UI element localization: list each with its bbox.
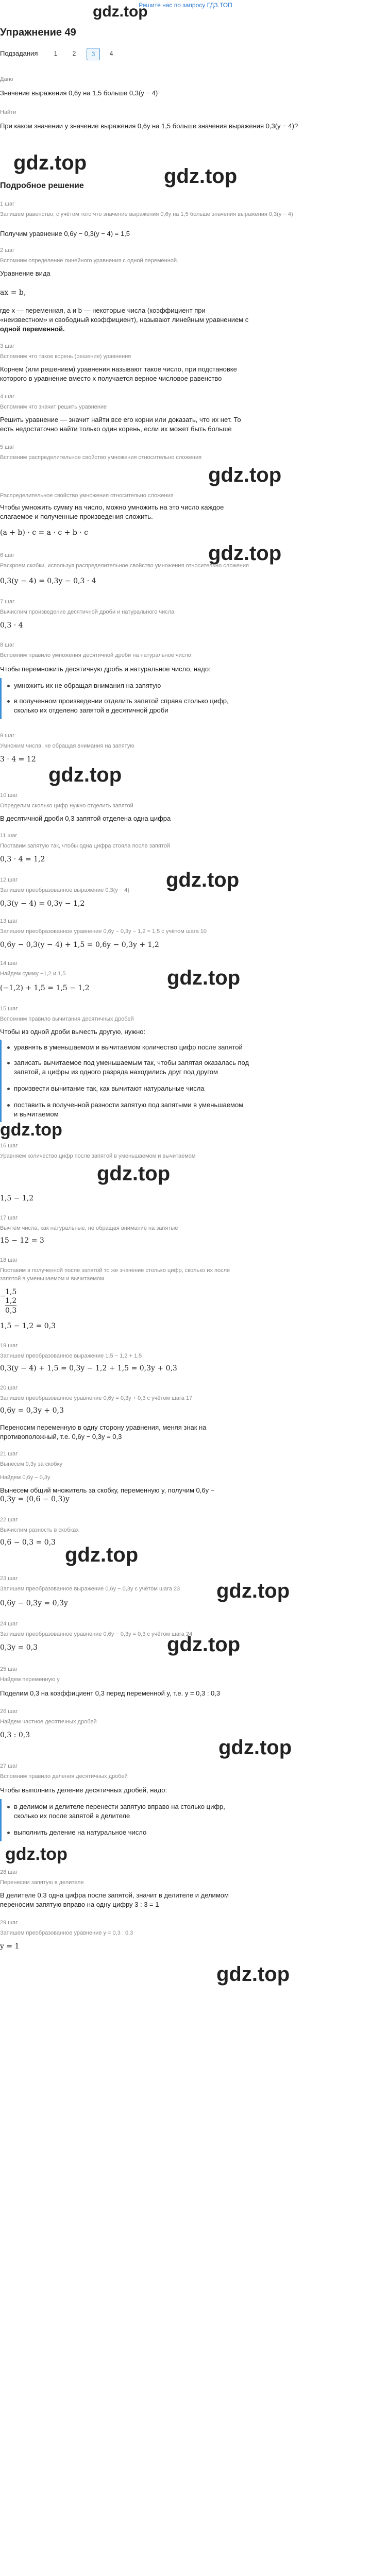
watermark: gdz.top xyxy=(93,3,148,20)
formula: 3 · 4 = 12 xyxy=(0,755,36,764)
step-label: 6 шаг xyxy=(0,552,15,558)
step-label: 8 шаг xyxy=(0,642,15,648)
step-text: Чтобы умножить сумму на число, можно умножить на это число каждое xyxy=(0,503,224,511)
minus-sign: − xyxy=(0,1292,6,1300)
page-tab-4[interactable]: 4 xyxy=(109,50,113,57)
step-note: Найдем частное десятичных дробей xyxy=(0,1719,97,1725)
step-label: 15 шаг xyxy=(0,1006,18,1012)
step-label: 18 шаг xyxy=(0,1257,18,1263)
formula: 0,6y − 0,3(y − 4) + 1,5 = 0,6y − 0,3y + 1,2 xyxy=(0,941,159,949)
step-label: 28 шаг xyxy=(0,1869,18,1875)
step-label: 17 шаг xyxy=(0,1215,18,1221)
step-text: одной переменной. xyxy=(0,325,65,333)
step-note: Вспомним что такое корень (решение) уравнения xyxy=(0,353,131,360)
watermark: gdz.top xyxy=(166,869,240,891)
step-label: 3 шаг xyxy=(0,343,15,349)
step-text: В десятичной дроби 0,3 запятой отделена одна цифра xyxy=(0,815,171,822)
step-note: Запишем преобразованное уравнение y = 0,3 : 0,3 xyxy=(0,1930,133,1936)
step-note: Уравняем количество цифр после запятой в уменьшаемом и вычитаемом xyxy=(0,1153,196,1159)
step-text: которого в уравнение вместо x получается верное числовое равенство xyxy=(0,375,222,382)
step-note: Запишем преобразованное выражение 0,3(y − 4) xyxy=(0,887,130,893)
step-note: Вспомним правило умножения десятичной дроби на натуральное число xyxy=(0,652,191,658)
list-item: в полученном произведении отделить запятой справа столько цифр, xyxy=(7,697,229,705)
step-label: 13 шаг xyxy=(0,918,18,924)
list-item: произвести вычитание так, как вычитают натуральные числа xyxy=(7,1084,205,1093)
step-note: Вспомним правило вычитания десятичных дробей xyxy=(0,1016,134,1022)
step-text: Решить уравнение — значит найти все его корни или доказать, что их нет. То xyxy=(0,416,241,423)
step-text: Чтобы из одной дроби вычесть другую, нужно: xyxy=(0,1028,146,1036)
step-text: переносим запятую вправо на одну цифру 3 : 3 = 1 xyxy=(0,1901,159,1908)
step-label: 1 шаг xyxy=(0,201,15,207)
step-note: Вынесем 0,3y за скобку xyxy=(0,1461,63,1467)
watermark: gdz.top xyxy=(97,1162,171,1185)
step-label: 23 шаг xyxy=(0,1575,18,1582)
watermark: gdz.top xyxy=(167,967,241,989)
step-label: 9 шаг xyxy=(0,733,15,739)
step-label: 7 шаг xyxy=(0,599,15,605)
watermark: gdz.top xyxy=(5,1844,68,1864)
find-text: При каком значении y значение выражения 0,6y на 1,5 больше значения выражения 0,3(y − 4)? xyxy=(0,122,298,130)
pagination-label: Подзадания xyxy=(0,49,38,57)
formula: ax = b, xyxy=(0,289,26,297)
given-label: Дано xyxy=(0,76,13,82)
formula: y = 1 xyxy=(0,1942,20,1951)
step-note: Вспомним правило деления десятичных дробей xyxy=(0,1773,128,1780)
formula: 1,5 − 1,2 xyxy=(0,1194,34,1202)
step-note: Запишем преобразованное выражение 1,5 − 1,2 + 1,5 xyxy=(0,1353,142,1359)
step-note: Запишем преобразованное уравнение 0,6y − 0,3y − 1,2 = 1,5 с учётом шага 10 xyxy=(0,928,207,935)
list-accent-bar xyxy=(0,678,2,719)
step-label: 29 шаг xyxy=(0,1920,18,1926)
step-label: 10 шаг xyxy=(0,792,18,799)
step-note: Запишем преобразованное уравнение 0,6y − 0,3y = 0,3 с учётом шага 24 xyxy=(0,1631,193,1637)
step-label: 26 шаг xyxy=(0,1708,18,1715)
step-label: 12 шаг xyxy=(0,877,18,883)
list-accent-bar xyxy=(0,1799,2,1841)
page-tab-2[interactable]: 2 xyxy=(72,50,76,57)
step-note: Найдем сумму −1,2 и 1,5 xyxy=(0,971,66,977)
step-note: Раскроем скобки, используя распределительное свойство умножения относительно сложения xyxy=(0,563,249,569)
formula: 0,3 · 4 = 1,2 xyxy=(0,855,45,863)
step-text: Получим уравнение 0,6y − 0,3(y − 4) = 1,5 xyxy=(0,230,130,238)
solution-title: Подробное решение xyxy=(0,181,84,190)
list-item: умножить их не обращая внимания на запятую xyxy=(7,681,161,690)
watermark: gdz.top xyxy=(13,151,87,174)
find-label: Найти xyxy=(0,109,16,115)
formula: 0,3(y − 4) = 0,3y − 0,3 · 4 xyxy=(0,577,96,585)
step-note: Запишем равенство, с учётом того что значение выражения 0,6y на 1,5 больше значения выражения 0,3(y − 4) xyxy=(0,211,293,217)
step-note: Найдем 0,6y − 0,3y xyxy=(0,1475,50,1481)
formula: 0,3(y − 4) = 0,3y − 1,2 xyxy=(0,900,85,908)
step-text: Корнем (или решением) уравнения называют такое число, при подстановке xyxy=(0,365,237,373)
step-text: Вынесем общий множитель за скобку, переменную y, получим 0,6y − xyxy=(0,1486,215,1494)
given-text: Значение выражения 0,6y на 1,5 больше 0,3(y − 4) xyxy=(0,89,158,97)
formula: 0,3y = (0,6 − 0,3)y xyxy=(0,1495,70,1503)
step-note: Запишем преобразованное выражение 0,6y − 0,3y с учётом шага 23 xyxy=(0,1586,180,1592)
step-text: Чтобы перемножить десятичную дробь и натуральное число, надо: xyxy=(0,665,211,673)
step-label: 19 шаг xyxy=(0,1343,18,1349)
step-note: Вычтем числа, как натуральные, не обращая внимание на запятые xyxy=(0,1225,178,1231)
step-label: 2 шаг xyxy=(0,247,15,253)
step-note: Вспомним что значит решить уравнение xyxy=(0,404,107,410)
list-item: сколько их после запятой в делителе xyxy=(14,1812,130,1820)
step-label: 27 шаг xyxy=(0,1763,18,1769)
watermark: gdz.top xyxy=(216,1580,290,1602)
step-note: Перенесем запятую в делителе xyxy=(0,1879,84,1886)
formula: 1,5 − 1,2 = 0,3 xyxy=(0,1322,56,1330)
watermark: gdz.top xyxy=(164,165,238,188)
step-label: 22 шаг xyxy=(0,1517,18,1523)
formula: 0,6 − 0,3 = 0,3 xyxy=(0,1538,56,1547)
list-item: выполнить деление на натуральное число xyxy=(7,1828,146,1837)
list-item: и вычитаемом xyxy=(14,1110,59,1118)
formula: 0,3(y − 4) + 1,5 = 0,3y − 1,2 + 1,5 = 0,3y + 0,3 xyxy=(0,1364,177,1372)
top-banner-link[interactable]: Решите нас по запросу ГДЗ.ТОП xyxy=(139,2,232,9)
step-label: 24 шаг xyxy=(0,1621,18,1627)
step-note: Вычислим произведение десятичной дроби и натурального числа xyxy=(0,609,175,615)
formula: (−1,2) + 1,5 = 1,5 − 1,2 xyxy=(0,984,90,992)
step-label: 14 шаг xyxy=(0,960,18,967)
step-note: Вспомним распределительное свойство умножения относительно сложения xyxy=(0,454,202,461)
step-text: Чтобы выполнить деление десятичных дробей, надо: xyxy=(0,1786,167,1794)
column-subtraction-minuend: 1,5 xyxy=(5,1288,17,1296)
watermark: gdz.top xyxy=(216,1963,290,1986)
step-text: где x — переменная, a и b — некоторые числа (коэффициент при xyxy=(0,307,206,314)
step-label: 11 шаг xyxy=(0,833,18,839)
step-note: Найдем переменную y xyxy=(0,1676,60,1683)
formula: 0,6y − 0,3y = 0,3y xyxy=(0,1599,68,1607)
formula: 0,3y = 0,3 xyxy=(0,1643,38,1652)
watermark: gdz.top xyxy=(48,764,122,786)
step-label: 20 шаг xyxy=(0,1385,18,1391)
watermark: gdz.top xyxy=(218,1736,292,1759)
formula: 15 − 12 = 3 xyxy=(0,1236,44,1245)
step-text: Уравнение вида xyxy=(0,269,50,277)
step-text: противоположный, т.е. 0,6y − 0,3y = 0,3 xyxy=(0,1433,122,1440)
list-item: записать вычитаемое под уменьшаемым так, чтобы запятая оказалась под xyxy=(7,1058,249,1067)
step-label: 16 шаг xyxy=(0,1143,18,1149)
step-label: 21 шаг xyxy=(0,1451,18,1457)
page-tab-1[interactable]: 1 xyxy=(54,50,58,57)
step-note: Распределительное свойство умножения относительно сложения xyxy=(0,493,174,499)
step-text: есть недостаточно найти только один корень, если их может быть больше xyxy=(0,425,232,433)
list-item: в делимом и делителе перенести запятую вправо на столько цифр, xyxy=(7,1802,225,1811)
exercise-title: Упражнение 49 xyxy=(0,27,76,38)
column-subtraction-result: 0,3 xyxy=(5,1307,17,1315)
watermark: gdz.top xyxy=(167,1633,241,1656)
step-note: запятой в уменьшаемом и вычитаемом xyxy=(0,1276,104,1282)
formula: 0,3 · 4 xyxy=(0,621,23,630)
watermark: gdz.top xyxy=(0,1120,62,1140)
list-item: поставить в полученной разности запятую под запятыми в уменьшаемом xyxy=(7,1100,243,1109)
step-text: «неизвестном» и свободный коэффициент), называют линейным уравнением с xyxy=(0,316,249,324)
list-item: запятой, а цифры из одного разряда находились друг под другом xyxy=(14,1068,218,1076)
step-note: Определим сколько цифр нужно отделить запятой xyxy=(0,803,133,809)
column-subtraction-subtrahend: 1,2 xyxy=(5,1297,17,1305)
step-note: Вспомним определение линейного уравнения с одной переменной. xyxy=(0,258,179,264)
step-note: Умножим числа, не обращая внимания на запятую xyxy=(0,743,134,749)
step-label: 5 шаг xyxy=(0,444,15,450)
formula: 0,3 : 0,3 xyxy=(0,1731,30,1739)
step-note: Поставим в полученной после запятой то же значение столько цифр, сколько их после xyxy=(0,1267,230,1274)
list-accent-bar xyxy=(0,1040,2,1122)
watermark: gdz.top xyxy=(65,1544,139,1566)
step-note: Вычислим разность в скобках xyxy=(0,1527,79,1533)
step-label: 25 шаг xyxy=(0,1666,18,1672)
watermark: gdz.top xyxy=(208,542,282,565)
step-text: Поделим 0,3 на коэффициент 0,3 перед переменной y, т.е. y = 0,3 : 0,3 xyxy=(0,1689,221,1697)
step-note: Поставим запятую так, чтобы одна цифра стояла после запятой xyxy=(0,843,171,849)
step-label: 4 шаг xyxy=(0,394,15,400)
list-item: сколько их отделено запятой в десятичной дроби xyxy=(14,706,168,714)
step-text: В делителе 0,3 одна цифра после запятой, значит в делителе и делимом xyxy=(0,1891,229,1899)
step-text: слагаемое и полученные произведения сложить. xyxy=(0,513,153,520)
watermark: gdz.top xyxy=(208,464,282,486)
list-item: уравнять в уменьшаемом и вычитаемом количество цифр после запятой xyxy=(7,1043,243,1052)
step-note: Запишем преобразованное уравнение 0,6y = 0,3y + 0,3 с учётом шага 17 xyxy=(0,1395,193,1401)
page-tab-3-active[interactable]: 3 xyxy=(87,48,100,60)
formula: 0,6y = 0,3y + 0,3 xyxy=(0,1406,64,1415)
formula: (a + b) · c = a · c + b · c xyxy=(0,529,89,537)
step-text: Переносим переменную в одну сторону уравнения, меняя знак на xyxy=(0,1423,207,1431)
